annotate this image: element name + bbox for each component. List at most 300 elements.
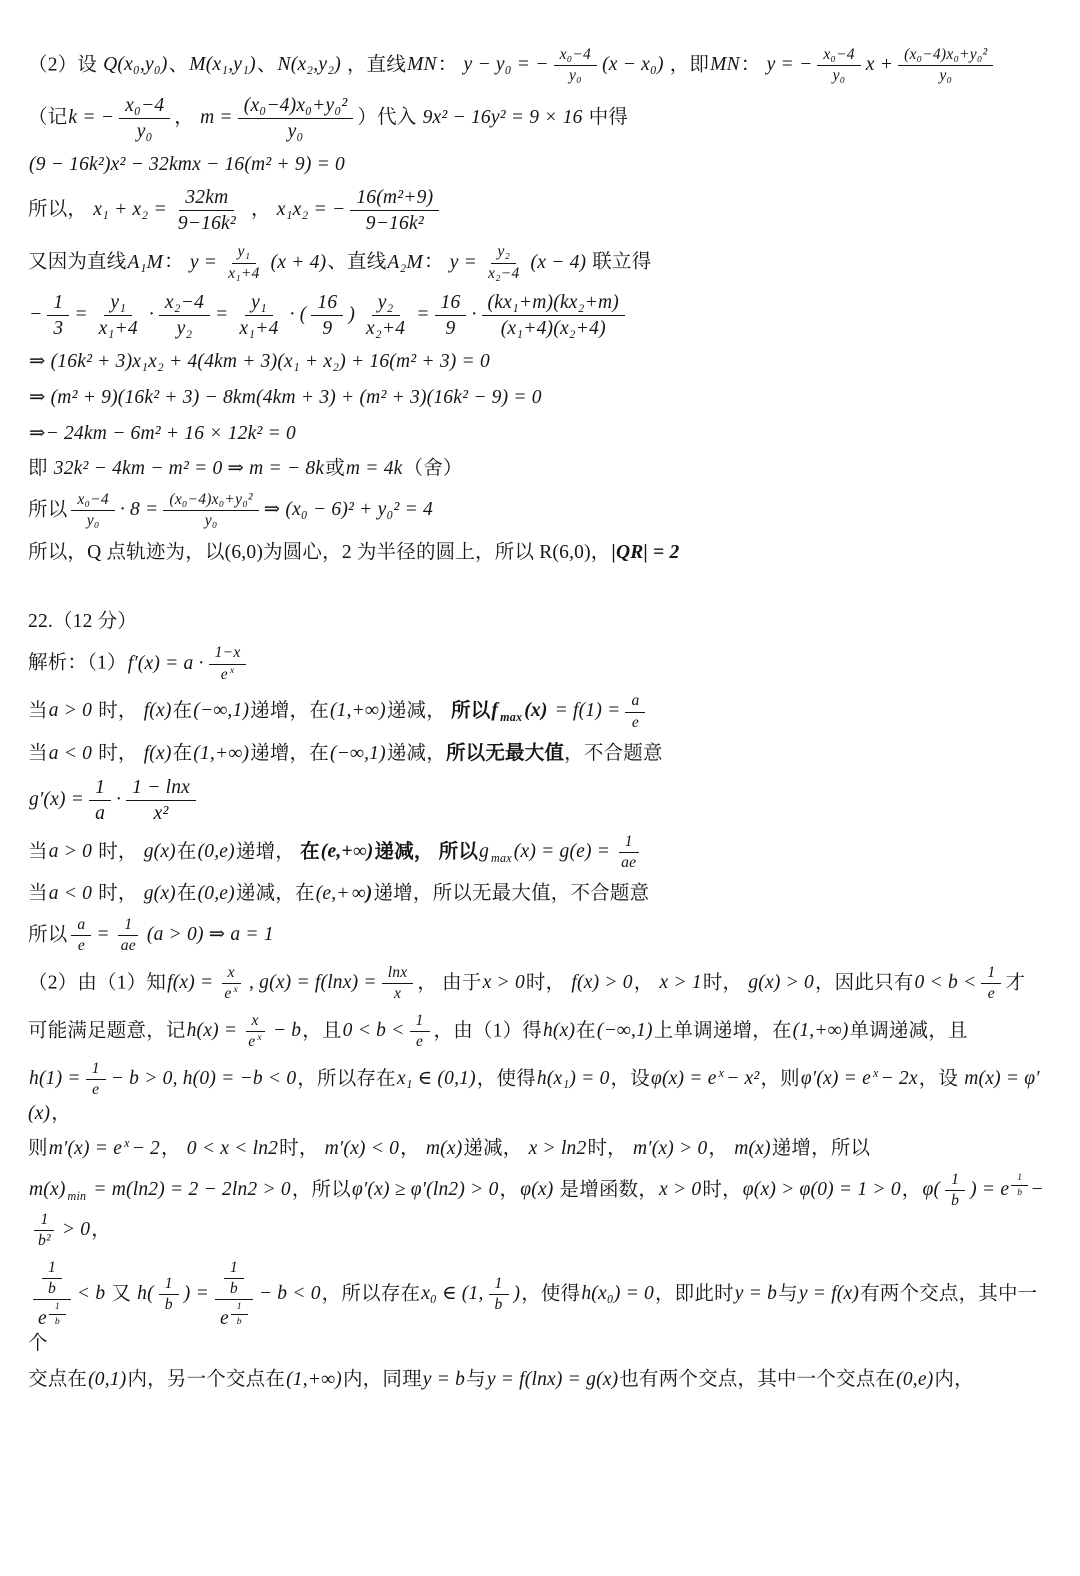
- text-run: 在: [576, 1020, 596, 1042]
- math-run: e: [220, 665, 228, 683]
- math-run: 1 − lnx: [132, 776, 191, 798]
- math-run: −: [29, 304, 43, 326]
- text-run: 单调递减，且: [849, 1020, 968, 1042]
- solution-line: [28, 916, 1054, 956]
- math-run: x₁+4: [239, 318, 279, 340]
- math-run: f′(x) = a ·: [127, 652, 204, 674]
- text-run: ，: [708, 1138, 734, 1160]
- text-run: ，即: [664, 54, 710, 76]
- math-run: e: [38, 1308, 47, 1330]
- math-run: h(x): [542, 1020, 576, 1042]
- fraction: [435, 291, 467, 340]
- math-run: ) =: [183, 1282, 209, 1304]
- math-run: x: [872, 1065, 879, 1080]
- text-run: ，由（1）得: [433, 1020, 542, 1042]
- fraction: [214, 1259, 254, 1331]
- math-run: 1: [1017, 1172, 1023, 1184]
- math-run: b: [494, 1295, 503, 1313]
- math-run: (0,e): [896, 1369, 934, 1391]
- text-run: ，: [245, 199, 276, 221]
- superscript: [1010, 1172, 1029, 1198]
- math-run: M(x₁,y₁): [189, 54, 256, 76]
- superscript: [872, 1066, 880, 1080]
- fraction: [981, 964, 1001, 1004]
- math-run: y₀: [939, 67, 953, 85]
- text-run: 、直线: [327, 251, 387, 273]
- fraction: [360, 291, 411, 340]
- math-run: 1: [951, 1170, 960, 1188]
- math-run: x > 1: [659, 972, 702, 994]
- text-run: 在: [172, 742, 193, 764]
- math-run: y₀: [136, 120, 153, 142]
- math-run: x₂−4: [488, 264, 520, 282]
- math-run: m′(x) < 0: [324, 1138, 400, 1160]
- math-run: (x₀−4)x₀+y₀²: [243, 94, 348, 116]
- math-run: b: [229, 1279, 238, 1297]
- text-run: 递减， 所以: [374, 840, 479, 862]
- fraction: [233, 291, 284, 340]
- math-run: h(x₁) = 0: [536, 1068, 610, 1090]
- math-run: max: [500, 710, 523, 725]
- solution-line: [28, 644, 1054, 684]
- math-run: 9: [322, 318, 333, 340]
- solution-line: [28, 539, 1054, 567]
- text-run: 与: [778, 1282, 798, 1304]
- math-run: y =: [449, 251, 478, 273]
- math-run: (x₀−4)x₀+y₀²: [169, 491, 253, 508]
- text-run: ，不合题意: [564, 742, 663, 764]
- fraction: [115, 916, 142, 956]
- fraction: [482, 243, 525, 283]
- solution-line: [28, 776, 1054, 825]
- math-run: y = −: [766, 54, 813, 76]
- math-run: 1: [415, 1011, 424, 1029]
- math-run: g(x): [143, 840, 176, 862]
- math-run: x: [227, 963, 235, 981]
- text-run: 递增，所以无最大值，不合题意: [373, 883, 650, 905]
- math-run: 1: [54, 1301, 60, 1313]
- math-run: 9−16k²: [365, 213, 424, 235]
- math-run: h(: [137, 1282, 154, 1304]
- solution-line: [28, 608, 1054, 636]
- solution-body: [28, 46, 1054, 1394]
- text-run: 在: [176, 840, 197, 862]
- text-run: 当: [28, 840, 48, 862]
- fraction: [482, 291, 625, 340]
- math-run: ·: [148, 304, 154, 326]
- math-run: a > 0: [48, 840, 93, 862]
- text-run: （舍）: [403, 458, 463, 480]
- math-run: f: [491, 700, 499, 722]
- text-run: 递增，在: [250, 700, 329, 722]
- fraction: [898, 46, 993, 86]
- solution-line: [28, 1060, 1054, 1127]
- math-run: x₂+4: [366, 318, 406, 340]
- math-run: y = f(x): [798, 1282, 860, 1304]
- solution-line: [28, 833, 1054, 873]
- math-run: m =: [200, 106, 233, 128]
- math-run: − x²: [726, 1068, 760, 1090]
- math-run: f(x) > 0: [571, 972, 633, 994]
- solution-line: [28, 94, 1054, 143]
- math-run: e: [987, 985, 995, 1003]
- math-run: (0,1): [88, 1369, 127, 1391]
- math-run: g: [479, 840, 490, 862]
- math-run: x₀−4: [77, 491, 109, 508]
- text-run: 中得: [583, 106, 629, 128]
- math-run: e: [224, 985, 232, 1003]
- math-run: 0 < b <: [342, 1020, 405, 1042]
- text-run: 交点在: [28, 1369, 88, 1391]
- math-run: 1: [236, 1301, 242, 1313]
- text-run: 、: [256, 54, 277, 76]
- superscript: [48, 1301, 67, 1327]
- math-run: x₁+4: [228, 264, 260, 282]
- math-run: φ(x): [520, 1179, 554, 1201]
- math-run: f(x) =: [167, 972, 214, 994]
- math-run: , g(x) = f(lnx) =: [249, 972, 377, 994]
- math-run: y − y₀ = −: [463, 54, 549, 76]
- text-run: 在: [172, 700, 193, 722]
- math-run: y₂: [176, 318, 193, 340]
- math-run: 1: [494, 1274, 503, 1292]
- math-run: =: [416, 304, 430, 326]
- text-run: （记: [28, 106, 68, 128]
- text-run: ，使得: [476, 1068, 536, 1090]
- subscript: [490, 851, 513, 865]
- text-run: ，设: [610, 1068, 650, 1090]
- math-run: 16: [440, 292, 461, 314]
- text-run: 所以，Q 点轨迹为，以(6,0)为圆心，2 为半径的圆上，所以 R(6,0)，: [28, 541, 611, 563]
- math-run: y = f(lnx) = g(x): [486, 1369, 619, 1391]
- math-run: x: [229, 664, 235, 676]
- text-run: ，使得: [521, 1282, 581, 1304]
- fraction: [172, 186, 242, 235]
- text-run: 递增，所以: [771, 1138, 871, 1160]
- math-run: b: [47, 1279, 56, 1297]
- solution-line: [28, 348, 1054, 376]
- math-run: b: [1017, 1186, 1023, 1198]
- fraction: [817, 46, 860, 86]
- fraction: [159, 1275, 179, 1315]
- math-run: = m(ln2) = 2 − 2ln2 > 0: [88, 1179, 291, 1201]
- text-run: 内，另一个交点在: [127, 1369, 286, 1391]
- math-run: 16: [317, 292, 338, 314]
- math-run: m(x) = φ′(x): [28, 1068, 1040, 1124]
- text-run: 联立得: [587, 251, 652, 273]
- math-run: 9x² − 16y² = 9 × 16: [422, 106, 583, 128]
- math-run: − b: [272, 1020, 302, 1042]
- text-run: 所以，: [28, 199, 93, 221]
- math-run: x > 0: [659, 1179, 702, 1201]
- math-run: x > ln2: [528, 1138, 587, 1160]
- solution-line: [28, 151, 1054, 179]
- math-run: x₁x₂ = −: [276, 199, 346, 221]
- math-run: m(x): [425, 1138, 463, 1160]
- math-run: y₀: [86, 512, 100, 530]
- math-run: m(x): [734, 1138, 771, 1160]
- fraction: [49, 1301, 66, 1327]
- text-run: 时，: [93, 742, 143, 764]
- superscript: [718, 1066, 726, 1080]
- text-run: ，直线: [341, 54, 407, 76]
- math-run: ae: [120, 937, 136, 955]
- math-run: (0,e): [197, 840, 235, 862]
- solution-line: [28, 964, 1054, 1004]
- math-run: g′(x) =: [29, 788, 85, 810]
- text-run: ，则: [760, 1068, 800, 1090]
- text-run: 时，: [525, 972, 571, 994]
- math-run: k = −: [68, 106, 115, 128]
- math-run: ·: [116, 788, 122, 810]
- math-run: 0 < x < ln2: [186, 1138, 279, 1160]
- math-run: y = b: [422, 1369, 466, 1391]
- fraction: [945, 1171, 965, 1211]
- math-run: y₀: [568, 67, 582, 85]
- math-run: b: [54, 1315, 60, 1327]
- math-run: x: [257, 1032, 262, 1044]
- math-run: e: [415, 1033, 424, 1051]
- text-run: 又: [106, 1282, 137, 1304]
- math-run: x₀ ∈ (1,: [421, 1282, 484, 1304]
- solution-line: [28, 491, 1054, 531]
- fraction: [1011, 1172, 1028, 1198]
- math-run: (−∞,1): [329, 742, 386, 764]
- math-run: − 2: [131, 1138, 161, 1160]
- text-run: 递增，: [235, 840, 301, 862]
- math-run: −: [1030, 1179, 1044, 1201]
- text-run: 时，: [279, 1138, 324, 1160]
- math-run: x > 0: [482, 972, 525, 994]
- math-run: (kx₁+m)(kx₂+m): [487, 292, 619, 314]
- math-run: x: [394, 985, 402, 1003]
- text-run: 则: [28, 1138, 48, 1160]
- text-run: ：: [164, 251, 189, 273]
- math-run: MN: [710, 54, 740, 76]
- math-run: (e,+: [315, 883, 350, 905]
- fraction: [71, 491, 114, 531]
- text-run: ，: [633, 972, 659, 994]
- fraction: [224, 1259, 244, 1299]
- math-run: 0 < b <: [914, 972, 977, 994]
- text-run: 或: [325, 458, 345, 480]
- text-run: ，设: [918, 1068, 964, 1090]
- math-run: h(x) =: [186, 1020, 238, 1042]
- math-run: · 8 =: [119, 499, 159, 521]
- solution-line: [28, 420, 1054, 448]
- math-run: e: [631, 713, 640, 731]
- math-run: h(1) =: [29, 1068, 81, 1090]
- text-run: ，所以: [291, 1179, 351, 1201]
- fraction: [42, 1259, 62, 1299]
- math-run: y₂: [377, 292, 394, 314]
- math-run: Q(x₀,y₀): [103, 54, 168, 76]
- math-run: − 2x: [880, 1068, 918, 1090]
- text-run: ，所以存在: [297, 1068, 396, 1090]
- math-run: x₁+4: [98, 318, 138, 340]
- math-run: x₂−4: [164, 292, 205, 314]
- superscript: [256, 1032, 263, 1043]
- superscript: [233, 984, 240, 995]
- text-run: 时，: [93, 883, 143, 905]
- fraction: [554, 46, 597, 86]
- fraction: [350, 186, 439, 235]
- solution-line: [28, 46, 1054, 86]
- math-run: x: [233, 984, 239, 996]
- solution-line: [28, 291, 1054, 340]
- text-run: 即: [28, 458, 53, 480]
- math-run: ⇒ (x₀ − 6)² + y₀² = 4: [263, 499, 433, 521]
- math-run: m′(x) = e: [48, 1138, 123, 1160]
- fraction: [382, 964, 414, 1004]
- math-run: a < 0: [48, 883, 93, 905]
- math-run: x: [251, 1011, 259, 1029]
- fraction: [625, 692, 645, 732]
- fraction: [311, 291, 343, 340]
- math-run: x₁ + x₂ =: [93, 199, 167, 221]
- math-run: (x − 4): [530, 251, 587, 273]
- math-run: ·: [471, 304, 477, 326]
- fraction: [489, 1275, 509, 1315]
- math-run: max: [491, 850, 512, 865]
- math-run: (x − x₀): [602, 54, 664, 76]
- fraction: [47, 291, 69, 340]
- text-run: ，因此只有: [814, 972, 914, 994]
- math-run: lnx: [387, 963, 408, 981]
- text-run: 有两个交点，其中一个: [28, 1282, 1038, 1355]
- math-run: N(x₂,y₂): [277, 54, 341, 76]
- text-run: ，: [51, 1102, 71, 1124]
- fraction: [218, 964, 244, 1004]
- fraction: [209, 644, 247, 684]
- math-run: x +: [865, 54, 894, 76]
- fraction: [126, 776, 196, 825]
- math-run: h(x₀) = 0: [581, 1282, 654, 1304]
- math-run: y₀: [832, 67, 846, 85]
- math-run: (−∞,1): [193, 700, 250, 722]
- math-run: min: [67, 1189, 87, 1204]
- math-run: ): [513, 1282, 521, 1304]
- solution-line: [28, 1259, 1054, 1359]
- math-run: (x): [524, 700, 548, 722]
- fraction: [159, 291, 210, 340]
- text-run: （2）设: [28, 54, 103, 76]
- math-run: A₂M: [387, 251, 423, 273]
- text-run: 可能满足题意，记: [28, 1020, 186, 1042]
- math-run: 16(m²+9): [356, 187, 434, 209]
- math-run: (x₁+4)(x₂+4): [500, 318, 606, 340]
- math-run: f(x): [143, 700, 172, 722]
- math-run: m = 4k: [345, 458, 403, 480]
- math-run: m(x): [29, 1179, 66, 1201]
- math-run: < b: [76, 1282, 106, 1304]
- solution-line: [28, 186, 1054, 235]
- math-run: x₀−4: [559, 46, 592, 63]
- math-run: a: [631, 692, 640, 710]
- text-run: 时，: [702, 972, 748, 994]
- solution-line: [28, 384, 1054, 412]
- solution-line: [28, 1366, 1054, 1394]
- math-run: y₀: [204, 512, 218, 530]
- text-run: ， 由于: [417, 972, 482, 994]
- math-run: a < 0: [48, 742, 93, 764]
- text-run: ：: [740, 54, 766, 76]
- math-run: f(x): [143, 742, 172, 764]
- fraction: [242, 1012, 268, 1052]
- text-run: 所以无最大值: [445, 742, 565, 764]
- math-run: b: [951, 1192, 960, 1210]
- text-run: 当: [28, 883, 48, 905]
- math-run: x²: [153, 802, 169, 824]
- math-run: 1: [95, 776, 106, 798]
- fraction: [119, 94, 170, 143]
- math-run: ⇒ (m² + 9)(16k² + 3) − 8km(4km + 3) + (m² + 3)(16k² − 9) = 0: [29, 386, 542, 408]
- superscript: [229, 665, 236, 676]
- math-run: x₁ ∈ (0,1): [396, 1068, 476, 1090]
- math-run: > 0: [61, 1219, 91, 1241]
- text-run: （2）由（1）知: [28, 972, 167, 994]
- math-run: =: [96, 924, 110, 946]
- math-run: a > 0: [48, 700, 93, 722]
- subscript: [499, 710, 523, 724]
- solution-line: [28, 1171, 1054, 1251]
- math-run: y =: [189, 251, 218, 273]
- fraction: [222, 243, 265, 283]
- text-run: 时，: [93, 700, 143, 722]
- text-run: 上单调递增，在: [653, 1020, 792, 1042]
- math-run: = f(1) =: [549, 700, 621, 722]
- solution-line: [28, 1135, 1054, 1163]
- fraction: [71, 916, 91, 956]
- text-run: 22.（12 分）: [28, 611, 138, 633]
- math-run: 1−x: [214, 644, 241, 662]
- text-run: ，: [499, 1179, 520, 1201]
- text-run: 内，同理: [342, 1369, 422, 1391]
- math-run: 9: [445, 318, 456, 340]
- text-run: ，且: [302, 1020, 342, 1042]
- math-run: (x + 4): [270, 251, 327, 273]
- math-run: − b > 0, h(0) = −b < 0: [110, 1068, 297, 1090]
- text-run: 递增，在: [250, 742, 329, 764]
- text-run: 解析：（1）: [28, 652, 127, 674]
- text-run: 时，: [587, 1138, 632, 1160]
- math-run: (a > 0) ⇒ a = 1: [146, 924, 274, 946]
- math-run: 1: [624, 832, 633, 850]
- math-run: x₀−4: [823, 46, 855, 63]
- math-run: 1: [987, 963, 996, 981]
- math-run: 1: [53, 292, 64, 314]
- text-run: ，: [901, 1179, 922, 1201]
- text-run: 与: [466, 1369, 486, 1391]
- math-run: (1,+∞): [792, 1020, 849, 1042]
- math-run: 32k² − 4km − m² = 0 ⇒ m = − 8k: [53, 458, 325, 480]
- math-run: =: [74, 304, 88, 326]
- text-run: 是增函数，: [554, 1179, 659, 1201]
- text-run: 所以: [451, 700, 491, 722]
- math-run: m′(x) > 0: [632, 1138, 708, 1160]
- math-run: ⇒ (16k² + 3)x₁x₂ + 4(4km + 3)(x₁ + x₂) + 16(m² + 3) = 0: [29, 351, 490, 373]
- math-run: g(x): [143, 883, 176, 905]
- math-run: b: [164, 1295, 173, 1313]
- math-run: 1: [164, 1274, 173, 1292]
- math-run: (−∞,1): [596, 1020, 653, 1042]
- math-run: 3: [53, 318, 64, 340]
- math-run: e: [77, 937, 85, 955]
- text-run: ：: [423, 251, 449, 273]
- math-run: y₁: [251, 292, 267, 314]
- text-run: 也有两个交点，其中一个交点在: [619, 1369, 896, 1391]
- math-run: y = b: [734, 1282, 778, 1304]
